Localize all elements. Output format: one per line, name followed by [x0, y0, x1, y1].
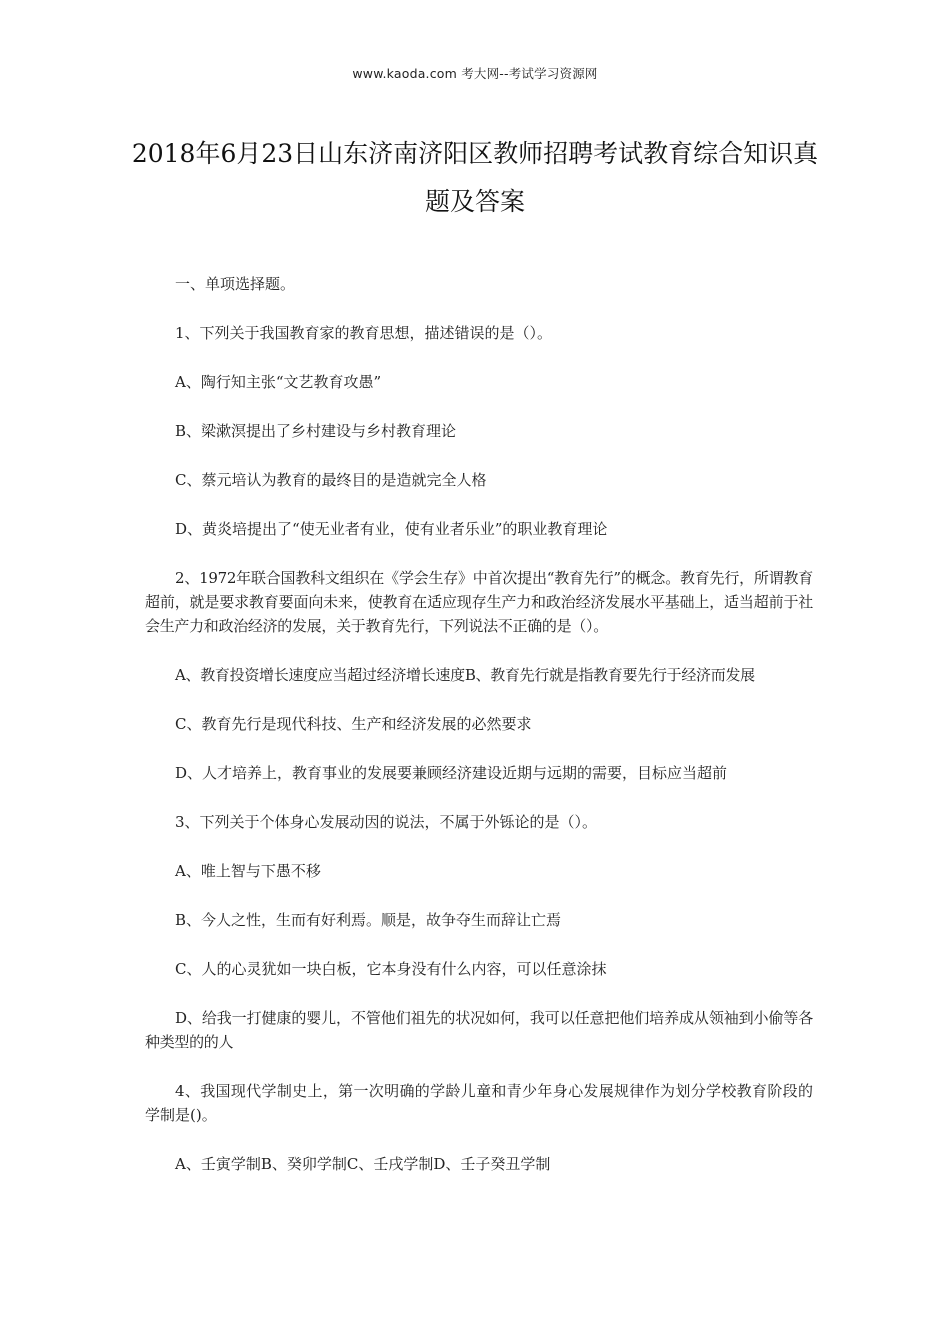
- question-1-option-b: B、梁漱溟提出了乡村建设与乡村教育理论: [175, 422, 457, 440]
- question-1-stem: 1、下列关于我国教育家的教育思想，描述错误的是（）。: [175, 324, 553, 342]
- question-3-option-a: A、唯上智与下愚不移: [175, 862, 321, 880]
- section-heading: 一、单项选择题。: [175, 275, 296, 293]
- question-4-options: A、壬寅学制B、癸卯学制C、壬戌学制D、壬子癸丑学制: [175, 1155, 551, 1173]
- question-2-option-d: D、人才培养上，教育事业的发展要兼顾经济建设近期与远期的需要，目标应当超前: [175, 764, 728, 782]
- question-3-stem: 3、下列关于个体身心发展动因的说法，不属于外铄论的是（）。: [175, 813, 598, 831]
- question-2-option-ab: A、教育投资增长速度应当超过经济增长速度B、教育先行就是指教育要先行于经济而发展: [175, 666, 755, 684]
- question-3-option-b: B、今人之性，生而有好利焉。顺是，故争夺生而辞让亡焉: [175, 911, 562, 929]
- question-3-option-d: D、给我一打健康的婴儿，不管他们祖先的状况如何，我可以任意把他们培养成从领袖到小偷等各种类型的的人: [145, 1009, 813, 1051]
- question-3-option-c: C、人的心灵犹如一块白板，它本身没有什么内容，可以任意涂抹: [175, 960, 607, 978]
- question-1-option-c: C、蔡元培认为教育的最终目的是造就完全人格: [175, 471, 487, 489]
- question-1-option-a: A、陶行知主张“文艺教育攻愚”: [175, 373, 382, 391]
- document-body: [145, 272, 813, 1201]
- document-title: 2018年6月23日山东济南济阳区教师招聘考试教育综合知识真题及答案: [131, 139, 819, 216]
- question-1-option-d: D、黄炎培提出了“使无业者有业，使有业者乐业”的职业教育理论: [175, 520, 608, 538]
- site-header: www.kaoda.com 考大网--考试学习资源网: [352, 66, 598, 81]
- question-2-option-c: C、教育先行是现代科技、生产和经济发展的必然要求: [175, 715, 532, 733]
- question-4-stem: 4、我国现代学制史上，第一次明确的学龄儿童和青少年身心发展规律作为划分学校教育阶段的学制是()。: [145, 1082, 813, 1124]
- question-2-stem: 2、1972年联合国教科文组织在《学会生存》中首次提出“教育先行”的概念。教育先行，所谓教育超前，就是要求教育要面向未来，使教育在适应现存生产力和政治经济发展水平基础上，适当超前于社会生产力和政治经济的发展，关于教育先行，下列说法不正确的是（）。: [145, 569, 813, 635]
